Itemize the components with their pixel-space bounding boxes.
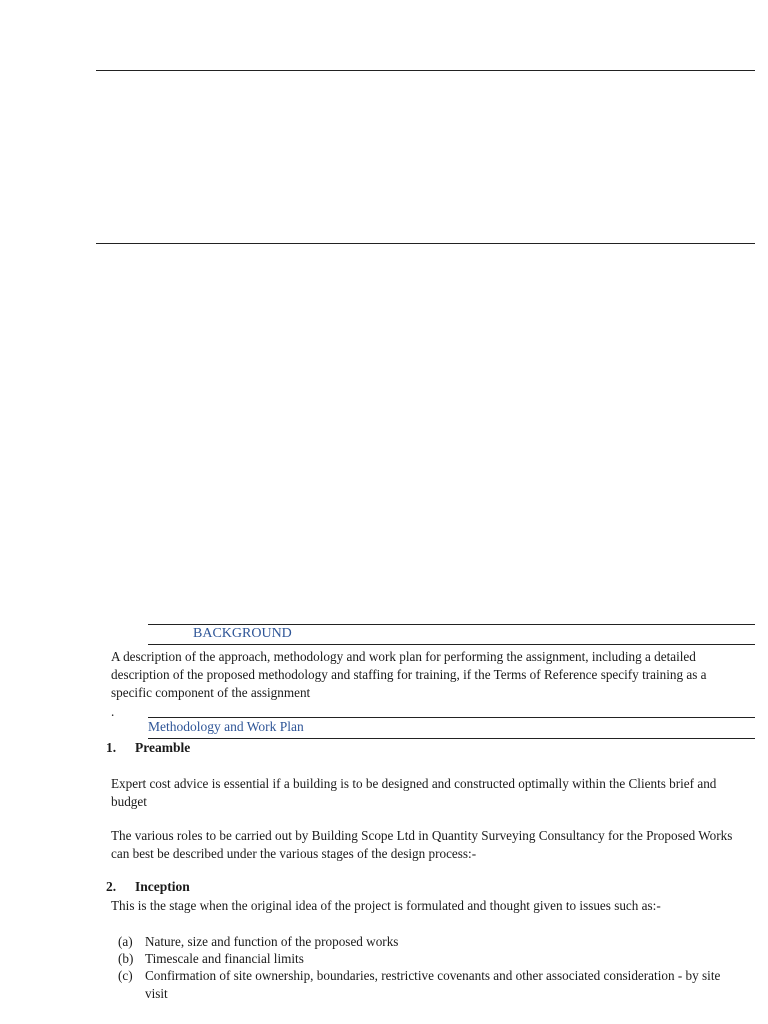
stray-dot: . (111, 704, 115, 719)
background-bottom-rule (148, 644, 755, 645)
background-heading: BACKGROUND (193, 626, 292, 641)
list-text: Timescale and financial limits (145, 951, 304, 966)
list-marker: (b) (118, 951, 134, 966)
section1-title: Preamble (135, 740, 191, 755)
section1-number: 1. (106, 740, 117, 755)
section1-paragraph1: Expert cost advice is essential if a building is to be designed and constructed optimally within the Clients brief and budget (111, 776, 717, 809)
methodology-heading: Methodology and Work Plan (148, 719, 304, 734)
section2-intro: This is the stage when the original idea of the project is formulated and thought given to issues such as:- (111, 898, 661, 913)
list-text: Confirmation of site ownership, boundaries, restrictive covenants and other associated consideration - by site visit (145, 968, 721, 1001)
section2-title: Inception (135, 879, 190, 894)
header-bottom-rule (96, 243, 755, 244)
background-paragraph: A description of the approach, methodology and work plan for performing the assignment, including a detailed description of the proposed methodology and staffing for training, if the Terms of Reference specify training as a specific component of the assignment (111, 649, 707, 700)
methodology-bottom-rule (148, 738, 755, 739)
header-top-rule (96, 70, 755, 71)
list-marker: (c) (118, 968, 133, 983)
methodology-top-rule (148, 717, 755, 718)
section1-paragraph2: The various roles to be carried out by Building Scope Ltd in Quantity Surveying Consultancy for the Proposed Works can best be described under the various stages of the design process:- (111, 828, 733, 861)
list-text: Nature, size and function of the proposed works (145, 934, 399, 949)
background-top-rule (148, 624, 755, 625)
section2-number: 2. (106, 879, 117, 894)
list-marker: (a) (118, 934, 133, 949)
